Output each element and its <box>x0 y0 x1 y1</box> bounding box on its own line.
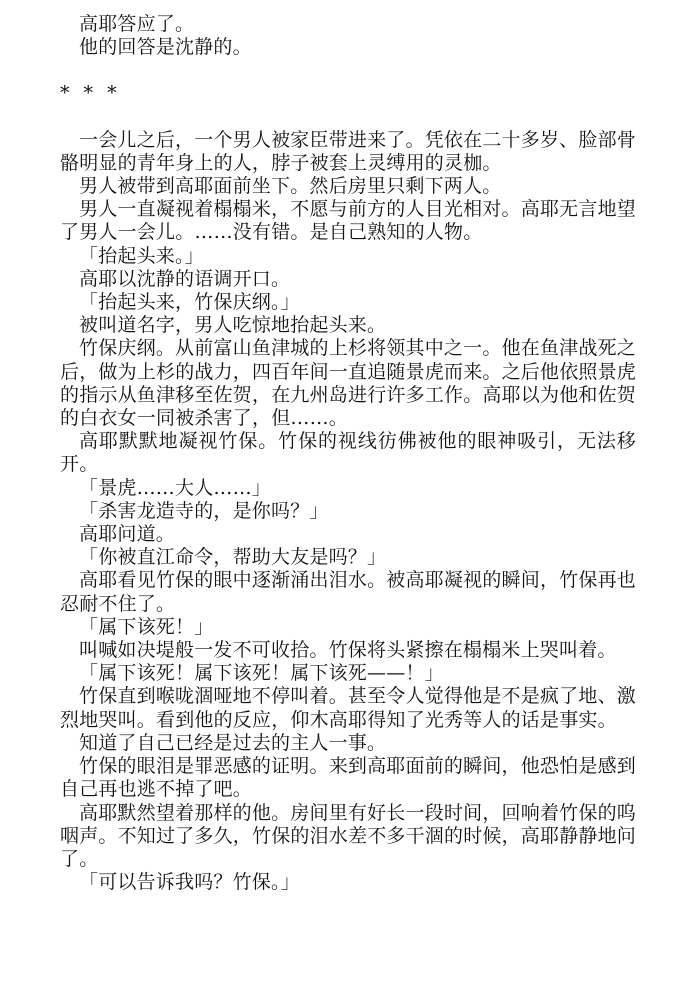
paragraph: 高耶答应了。 <box>79 13 195 35</box>
spacer <box>60 59 636 82</box>
dialogue-line: 「杀害龙造寺的，是你吗？」 <box>79 499 329 522</box>
dialogue-line: 「景虎……大人……」 <box>79 476 272 499</box>
paragraph: 男人被带到高耶面前坐下。然后房里只剩下两人。 <box>79 175 502 198</box>
dialogue-line: 「可以告诉我吗？竹保。」 <box>79 871 300 894</box>
section-separator: * * * <box>60 82 121 105</box>
paragraph: 高耶默默地凝视竹保。竹保的视线彷佛被他的眼神吸引，无法移开。 <box>60 430 636 476</box>
dialogue-line: 「抬起头来，竹保庆纲。」 <box>79 291 300 314</box>
paragraph: 竹保直到喉咙涸哑地不停叫着。甚至令人觉得他是不是疯了地、激烈地哭叫。看到他的反应，仰木高耶得知了光秀等人的话是事实。 <box>60 685 636 731</box>
paragraph: 竹保的眼泪是罪恶感的证明。来到高耶面前的瞬间，他恐怕是感到自己再也逃不掉了吧。 <box>60 755 636 801</box>
paragraph: 男人一直凝视着榻榻米，不愿与前方的人目光相对。高耶无言地望了男人一会儿。……没有错。是自己熟知的人物。 <box>60 198 636 244</box>
dialogue-line: 「你被直江命令，帮助大友是吗？」 <box>79 546 387 569</box>
dialogue-line: 「属下该死！属下该死！属下该死——！」 <box>79 662 444 685</box>
paragraph: 叫喊如决堤般一发不可收拾。竹保将头紧擦在榻榻米上哭叫着。 <box>79 639 617 662</box>
paragraph: 高耶问道。 <box>79 523 176 546</box>
dialogue-line: 「抬起头来。」 <box>79 244 204 267</box>
paragraph: 竹保庆纲。从前富山鱼津城的上杉将领其中之一。他在鱼津战死之后，做为上杉的战力，四百年间一直追随景虎而来。之后他依照景虎的指示从鱼津移至佐贺，在九州岛进行许多工作。高耶以为他和佐贺的白衣女一同被杀害了，但……。 <box>60 337 637 430</box>
paragraph: 他的回答是沈静的。 <box>79 36 252 59</box>
paragraph: 被叫道名字，男人吃惊地抬起头来。 <box>79 314 387 337</box>
paragraph: 知道了自己已经是过去的主人一事。 <box>79 731 387 754</box>
paragraph: 一会儿之后，一个男人被家臣带进来了。凭依在二十多岁、脸部骨骼明显的青年身上的人，脖子被套上灵缚用的灵枷。 <box>60 128 636 174</box>
paragraph: 高耶看见竹保的眼中逐渐涌出泪水。被高耶凝视的瞬间，竹保再也忍耐不住了。 <box>60 569 636 615</box>
paragraph: 高耶默然望着那样的他。房间里有好长一段时间，回响着竹保的呜咽声。不知过了多久，竹保的泪水差不多干涸的时候，高耶静静地问了。 <box>60 801 637 870</box>
spacer <box>60 106 636 129</box>
paragraph: 高耶以沈静的语调开口。 <box>79 267 291 290</box>
dialogue-line: 「属下该死！」 <box>79 615 214 638</box>
